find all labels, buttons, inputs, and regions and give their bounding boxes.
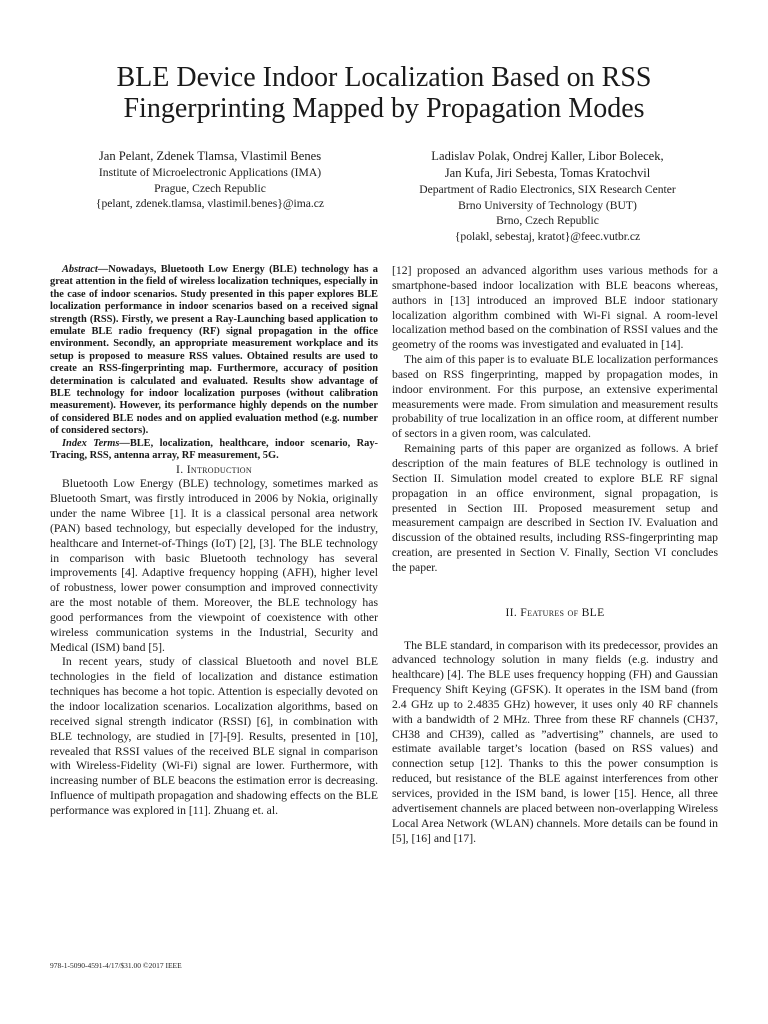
index-terms-text: —BLE, localization, healthcare, indoor scenario, Ray-Tracing, RSS, antenna array, RF measurement, 5G. [50,437,378,462]
authors-right [375,148,720,244]
section-title: Features of BLE [520,605,605,619]
paper-title [40,62,728,124]
author-university: Brno University of Technology (BUT) [458,198,637,212]
intro-paragraph-2: In recent years, study of classical Bluetooth and novel BLE technologies in the field of localization and distance estimation techniques has become a hot topic. Attention is especially devoted on the indoor localization scenarios. Localization algorithms, based on received signal strength indicator (RSSI) [6], in combination with BLE technology, are studied in [7]-[9]. Results, presented in [10], revealed that RSSI values of the received BLE signal in comparison with Wireless-Fidelity (Wi-Fi) signal are lower. Furthermore, with increasing number of BLE beacons the estimation error is decreasing. Influence of multipath propagation and shadowing effects on the BLE performance was explored in [11]. Zhuang et. al. [50,655,378,817]
abstract [50,264,378,438]
author-names: Jan Pelant, Zdenek Tlamsa, Vlastimil Benes [98,149,322,163]
right-column [392,264,718,846]
index-terms-label: Index Terms [62,437,120,449]
author-names-2: Jan Kufa, Jiri Sebesta, Tomas Kratochvil [444,166,651,180]
section-numeral: I. [176,462,184,476]
author-city: Brno, Czech Republic [496,214,599,227]
abstract-label: Abstract [62,264,98,275]
section-heading-introduction [50,463,378,478]
intro-paragraph-1: Bluetooth Low Energy (BLE) technology, sometimes marked as Bluetooth Smart, was firstly introduced in 2006 by Nokia, originally under the name Wibree [1]. It is a classical personal area network (PAN) based technology, but especially developed for the industry, healthcare and Internet-of-Things (IoT) [2], [3]. The BLE technology in comparison with basic Bluetooth technology has several improvements [4]. Adaptive frequency hopping (AFH), higher level of robustness, lower power consumption and improved connectivity are the most notable of them. Moreover, the BLE technology has good performances from the viewpoint of coexistence with other wireless communication systems in the Industrial, Security and Medical (ISM) band [5]. [50,477,378,654]
intro-paragraph-3: [12] proposed an advanced algorithm uses various methods for a smartphone-based indoor localization with BLE beacons whereas, authors in [13] introduced an improved BLE indoor stationary localization algorithm combined with Wi-Fi signal. A room-level localization method based on the combination of RSSI values and the geometry of the rooms was investigated and evaluated in [14]. [392,264,718,352]
left-column [50,264,378,819]
author-names-1: Ladislav Polak, Ondrej Kaller, Libor Bolecek, [431,149,664,163]
section-title: Introduction [186,462,252,476]
copyright-footer: 978-1-5090-4591-4/17/$31.00 ©2017 IEEE [50,961,182,970]
section-heading-features [392,606,718,621]
author-city: Prague, Czech Republic [154,181,266,195]
index-terms [50,438,378,463]
author-affiliation: Institute of Microelectronic Applications (IMA) [98,166,322,179]
features-paragraph-1: The BLE standard, in comparison with its predecessor, provides an advanced technology solution in many fields (e.g. industry and healthcare) [4]. The BLE uses frequency hopping (FH) and Gaussian Frequency Shift Keying (GFSK). It operates in the ISM band (from 2.4 GHz up to 2.4835 GHz) however, it uses only 40 RF channels with a bandwidth of 2 MHz. Three from these RF channels (CH37, CH38 and CH39), called as ”advertising” channels, are used to estimate available target’s location (based on RSS values) and connection setup [12]. Thanks to this the power consumption is reduced, but resistance of the BLE against interferences from other services, provided in the ISM band, is lower [15]. Hence, all three advertisement channels are placed between non-overlapping Wireless Local Area Network (WLAN) channels. More details can be found in [5], [16] and [17]. [392,638,718,845]
intro-paragraph-5: Remaining parts of this paper are organized as follows. A brief description of the main features of BLE technology is outlined in Section II. Simulation model created to explore BLE RF signal propagation in an office environment, signal propagation, is presented in Section III. Proposed measurement setup and measurement campaign are described in Section IV. Evaluation and discussion of the obtained results, including RSS-fingerprinting map creation, are presented in Section V. Finally, Section VI concludes the paper. [392,442,718,574]
section-numeral: II. [505,605,518,619]
authors-left [50,148,370,212]
title-line-2: Fingerprinting Mapped by Propagation Modes [123,93,645,124]
abstract-text: —Nowadays, Bluetooth Low Energy (BLE) technology has a great attention in the field of wireless localization techniques, especially in the case of indoor scenarios. Study presented in this paper explores BLE localization performance in indoor scenarios based on a received signal strength (RSS). Firstly, we present a Ray-Launching based application to emulate BLE radio frequency (RF) signal propagation in the office environment. Secondly, an appropriate measurement workplace and its setup is proposed to measure RSS values. Obtained results are used to create an RSS-fingerprinting map. Furthermore, accuracy of position determination is calculated and evaluated. Results show advantage of BLE technology for indoor localization purposes (without calibration measurement). However, its performance highly depends on the number of considered BLE nodes and on applied evaluation method (e.g. number of considered sectors). [50,264,378,437]
title-line-1: BLE Device Indoor Localization Based on RSS [116,62,652,93]
author-email: {pelant, zdenek.tlamsa, vlastimil.benes}@ima.cz [95,197,325,210]
intro-paragraph-4: The aim of this paper is to evaluate BLE localization performances based on RSS fingerprinting, mapped by propagation modes, in indoor environment. For this purpose, an extensive experimental measurements were made. From simulation and measurement results probability of true localization in an office room, at different number of sectors in a given room, was calculated. [392,353,718,441]
author-department: Department of Radio Electronics, SIX Research Center [419,183,676,196]
author-email: {polakl, sebestaj, kratot}@feec.vutbr.cz [454,229,641,243]
